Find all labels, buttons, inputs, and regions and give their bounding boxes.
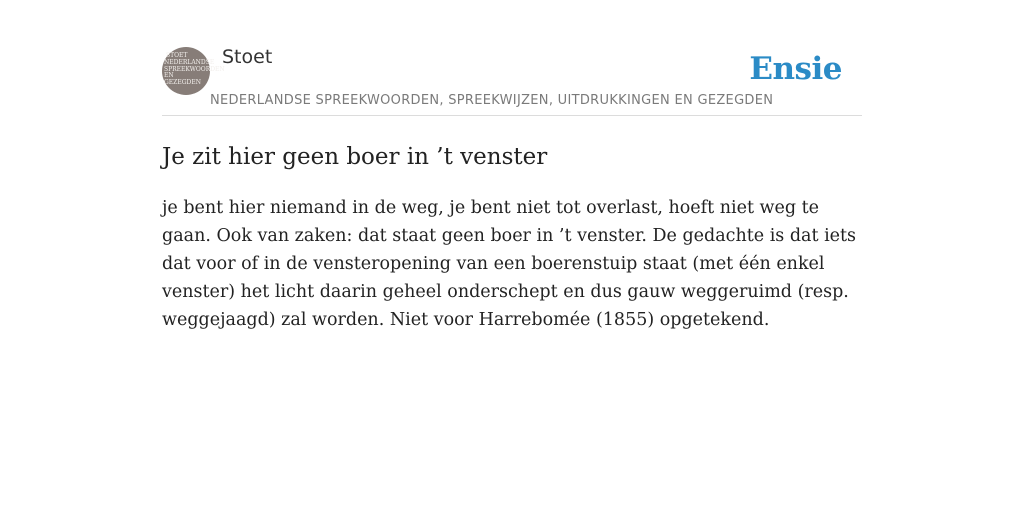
avatar-book-title: NEDERLANDSE SPREEKWOORDEN EN GEZEGDEN (164, 59, 225, 86)
entry-page (162, 0, 862, 334)
author-name[interactable]: Stoet (222, 46, 273, 68)
collection-link[interactable]: NEDERLANDSE SPREEKWOORDEN, SPREEKWIJZEN, UITDRUKKINGEN EN GEZEGDEN (210, 93, 774, 108)
header (162, 0, 862, 116)
avatar[interactable] (162, 47, 225, 95)
entry-title: Je zit hier geen boer in ’t venster (162, 144, 548, 170)
avatar-label: STOET (166, 52, 188, 59)
brand-logo[interactable]: Ensie (749, 51, 842, 87)
entry-definition: je bent hier niemand in de weg, je bent niet tot overlast, hoeft niet weg te gaan. Ook van zaken: dat staat geen boer in ’t venster. De gedachte is dat iets dat voor of in de vensteropening van een boerenstuip staat (met één enkel venster) het licht daarin geheel onderschept en dus gauw weggeruimd (resp. weggejaagd) zal worden. Niet voor Harrebomée (1855) opgetekend. (162, 198, 857, 330)
